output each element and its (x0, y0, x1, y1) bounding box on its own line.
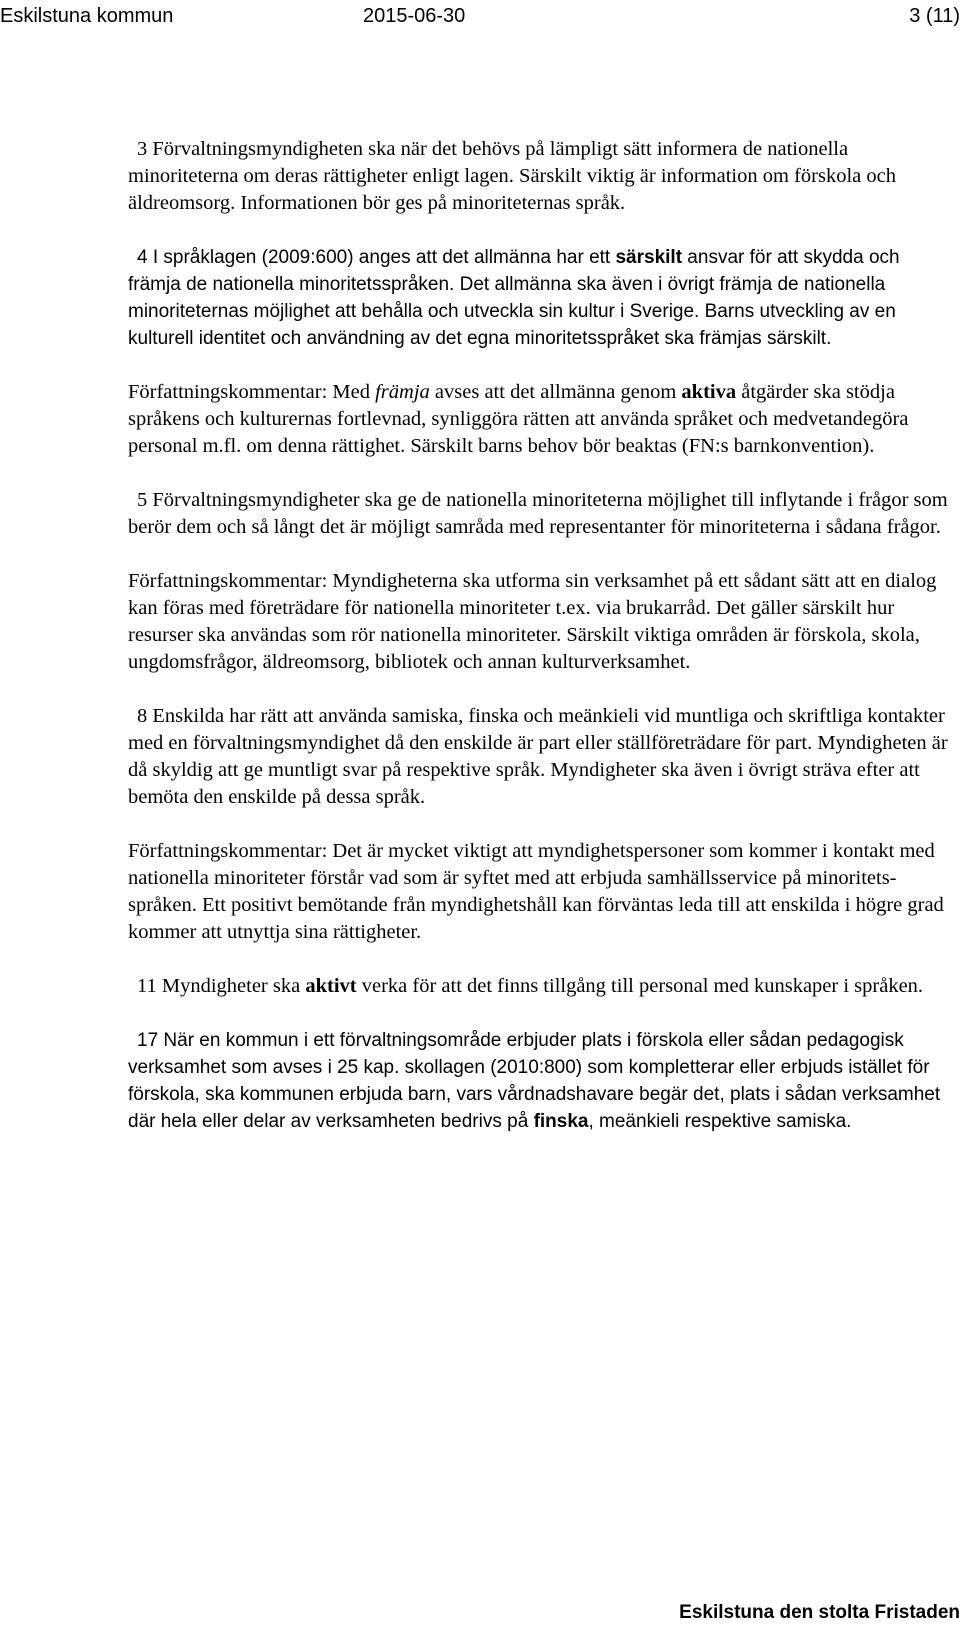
paragraph-section-8-text: 8 Enskilda har rätt att använda samiska, finska och meänkieli vid muntliga och skriftliga kontakter med en förvaltningsmyndighet då den enskilde är part eller ställföreträdare för part. Myndigheten är då skyldig att ge muntligt svar på respektive språk. Myndigheter ska även i övrigt sträva efter att bemöta den enskilde på dessa språk. (128, 705, 948, 808)
paragraph-section-4-text-a: 4 I språklagen (2009:600) anges att det allmänna har ett (137, 247, 616, 268)
header-organization: Eskilstuna kommun (0, 5, 174, 27)
comment-1-text-b: avses att det allmänna genom (429, 381, 682, 403)
comment-1-bold: aktiva (681, 381, 737, 403)
comment-1-italic: främja (375, 381, 430, 403)
paragraph-section-17 (128, 1027, 954, 1135)
paragraph-section-4-bold: särskilt (615, 247, 683, 268)
footer-slogan: Eskilstuna den stolta Fristaden (679, 1602, 960, 1623)
paragraph-section-11 (128, 973, 954, 1000)
paragraph-section-11-text-b: verka för att det finns tillgång till personal med kunskaper i språken. (356, 975, 924, 997)
paragraph-section-4 (128, 244, 954, 352)
header-date: 2015-06-30 (363, 5, 466, 27)
paragraph-section-8 (128, 703, 954, 811)
header-page-number: 3 (11) (909, 5, 960, 27)
paragraph-section-17-text-a: 17 När en kommun i ett förvaltningsområde erbjuder plats i förskola eller sådan pedagogisk verksamhet som avses i 25 kap. skollagen (2010:800) som kompletterar eller erbjuds istället för förskola, ska kommunen erbjuda barn, vars vårdnadshavare begär det, plats i sådan verksamhet där hela eller delar av verksamheten bedrivs på (128, 1030, 941, 1132)
paragraph-section-17-bold: finska (533, 1111, 589, 1132)
comment-1-text-a: Författningskommentar: Med (128, 381, 376, 403)
paragraph-section-3 (128, 136, 954, 217)
comment-1-text-c: åtgärder ska stödja språkens och kulturernas fortlevnad, synliggöra rätten att använda språket och medvetandegöra personal m.fl. om denna rättighet. Särskilt barns behov bör beaktas (FN:s barnkonvention). (128, 381, 909, 457)
page-header (0, 0, 960, 30)
comment-3: Författningskommentar: Det är mycket viktigt att myndighetspersoner som kommer i kontakt med nationella minoriteter förstår vad som är syftet med att erbjuda samhällsservice på minoritets-språken. Ett positivt bemötande från myndighetshåll kan förväntas leda till att enskilda i högre grad kommer att utnyttja sina rättigheter. (128, 840, 944, 943)
paragraph-section-11-text-a: 11 Myndigheter ska (137, 975, 306, 997)
paragraph-section-4-text-b: ansvar för att skydda och främja de nationella minoritetsspråken. Det allmänna ska även i övrigt främja de nationella minoriteternas möjlighet att behålla och utveckla sin kultur i Sverige. Barns utveckling av en kulturell identitet och användning av det egna minoritetsspråket ska främjas särskilt. (128, 247, 900, 349)
paragraph-section-5 (128, 487, 954, 541)
comment-2: Författningskommentar: Myndigheterna ska utforma sin verksamhet på ett sådant sätt att en dialog kan föras med företrädare för nationella minoriteter t.ex. via brukarråd. Det gäller särskilt hur resurser ska användas som rör nationella minoriteter. Särskilt viktiga områden är förskola, skola, ungdomsfrågor, äldreomsorg, bibliotek och annan kulturverksamhet. (128, 570, 937, 673)
paragraph-section-17-text-b: , meänkieli respektive samiska. (588, 1111, 852, 1132)
paragraph-section-5-text: 5 Förvaltningsmyndigheter ska ge de nationella minoriteterna möjlighet till inflytande i frågor som berör dem och så långt det är möjligt samråda med representanter för minoriteterna i sådana frågor. (128, 489, 948, 538)
paragraph-section-3-text: 3 Förvaltningsmyndigheten ska när det behövs på lämpligt sätt informera de nationella minoriteterna om deras rättigheter enligt lagen. Särskilt viktig är information om förskola och äldreomsorg. Informationen bör ges på minoriteternas språk. (128, 138, 896, 214)
comment-1 (128, 379, 954, 460)
paragraph-section-11-bold: aktivt (305, 975, 357, 997)
document-body (128, 136, 954, 1135)
